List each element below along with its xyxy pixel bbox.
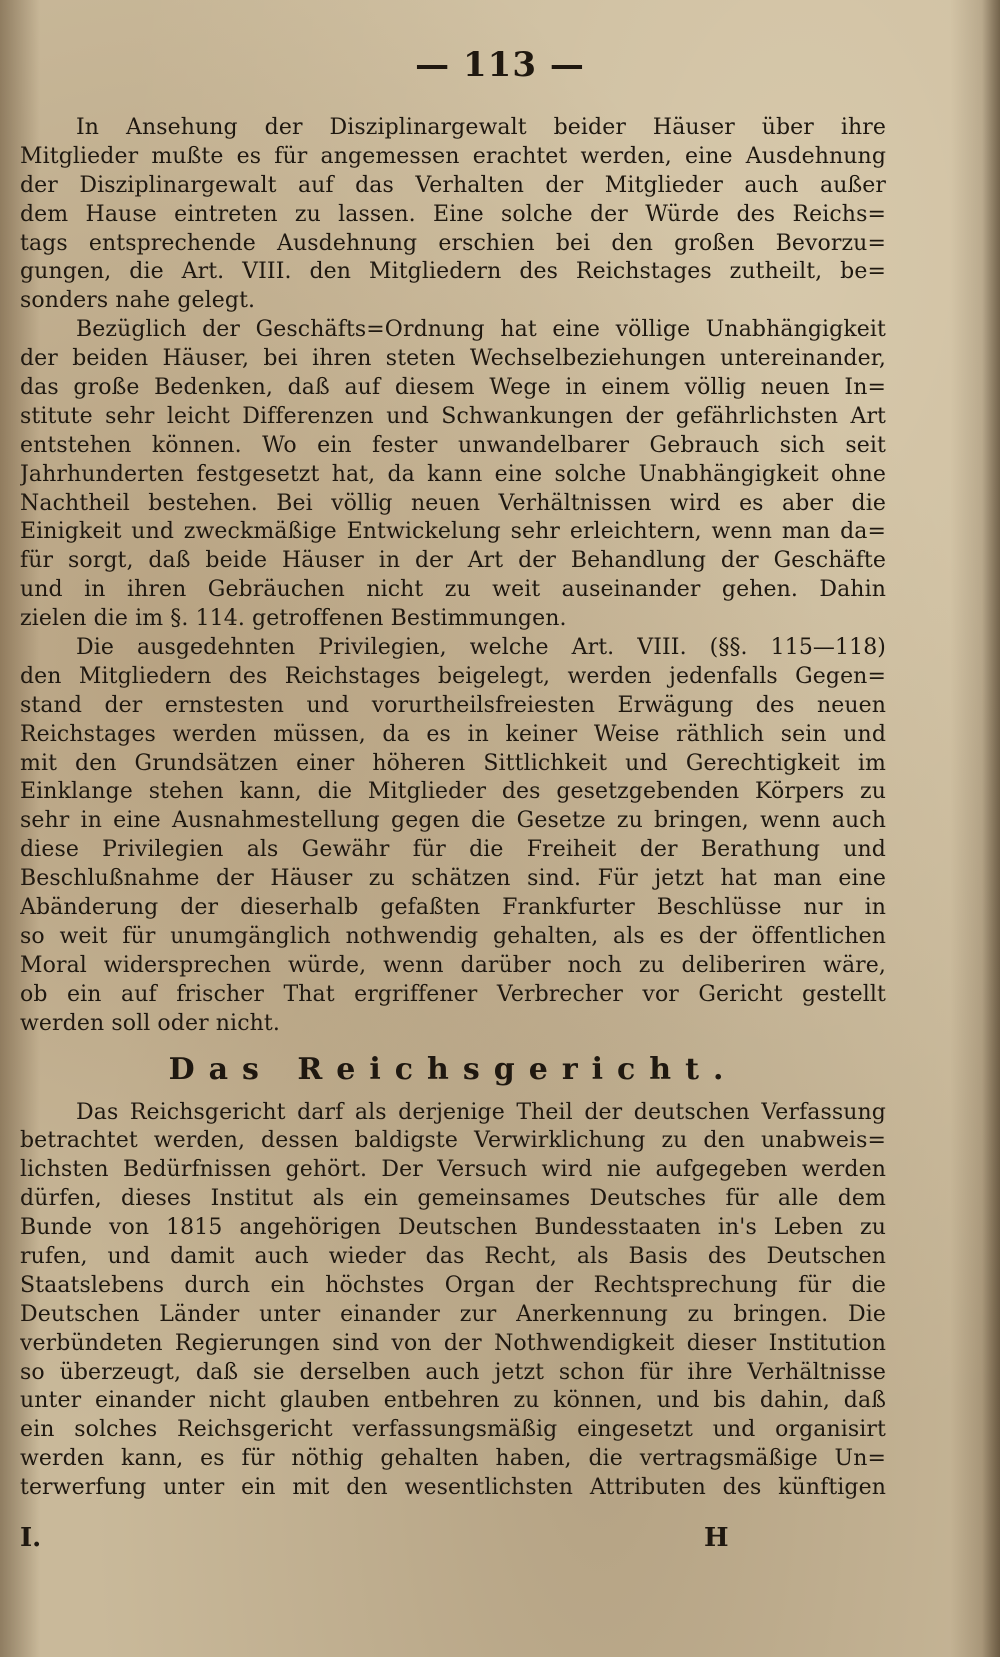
text-line: stand der ernstesten und vorurtheilsfreiesten Erwägung des neuen [20,692,886,718]
text-line: der Disziplinargewalt auf das Verhalten der Mitglieder auch außer [20,172,886,198]
text-line: lichsten Bedürfnissen gehört. Der Versuch wird nie aufgegeben werden [20,1157,886,1183]
text-line: verbündeten Regierungen sind von der Nothwendigkeit dieser Institution [20,1330,886,1356]
text-line: zielen die im §. 114. getroffenen Bestimmungen. [20,606,567,632]
text-line: ein solches Reichsgericht verfassungsmäßig eingesetzt und organisirt [20,1417,886,1443]
text-line: dem Hause eintreten zu lassen. Eine solche der Würde des Reichs= [20,201,886,227]
text-line: den Mitgliedern des Reichstages beigelegt, werden jedenfalls Gegen= [20,663,886,689]
paragraph-4 [20,1099,886,1503]
text-line: Bezüglich der Geschäfts=Ordnung hat eine völlige Unabhängigkeit [76,317,886,343]
paragraph-1 [20,114,886,316]
text-line: gungen, die Art. VIII. den Mitgliedern des Reichstages zutheilt, be= [20,259,886,285]
paragraph-3 [20,634,886,1038]
text-line: werden soll oder nicht. [20,1010,280,1036]
text-line: der beiden Häuser, bei ihren steten Wechselbeziehungen untereinander, [20,346,886,372]
text-line: betrachtet werden, dessen baldigste Verwirklichung zu den unabweis= [20,1128,886,1154]
text-line: terwerfung unter ein mit den wesentlichsten Attributen des künftigen [20,1475,886,1501]
text-line: unter einander nicht glauben entbehren zu können, und bis dahin, daß [20,1388,886,1414]
text-line: stitute sehr leicht Differenzen und Schwankungen der gefährlichsten Art [20,403,886,429]
text-line: Mitglieder mußte es für angemessen erachtet werden, eine Ausdehnung [20,143,886,169]
text-line: Deutschen Länder unter einander zur Anerkennung zu bringen. Die [20,1301,886,1327]
paragraph-2 [20,316,886,634]
text-line: werden kann, es für nöthig gehalten haben, die vertragsmäßige Un= [20,1446,886,1472]
text-line: Das Reichsgericht darf als derjenige Theil der deutschen Verfassung [76,1099,886,1125]
text-line: Staatslebens durch ein höchstes Organ der Rechtsprechung für die [20,1272,886,1298]
text-line: Reichstages werden müssen, da es in keiner Weise räthlich sein und [20,721,886,747]
text-line: Jahrhunderten festgesetzt hat, da kann eine solche Unabhängigkeit ohne [20,461,886,487]
section-heading: Das Reichsgericht. [168,1051,738,1087]
text-line: dürfen, dieses Institut als ein gemeinsames Deutsches für alle dem [20,1186,886,1212]
signature-mark-left: I. [20,1523,42,1553]
text-line: Abänderung der dieserhalb gefaßten Frankfurter Beschlüsse nur in [20,895,886,921]
text-line: entstehen können. Wo ein fester unwandelbarer Gebrauch sich seit [20,432,886,458]
page-body [20,114,886,1503]
text-line: so überzeugt, daß sie derselben auch jetzt schon für ihre Verhältnisse [20,1359,886,1385]
text-line: sonders nahe gelegt. [20,288,256,314]
text-line: Die ausgedehnten Privilegien, welche Art. VIII. (§§. 115—118) [76,635,886,661]
text-line: Einigkeit und zweckmäßige Entwickelung sehr erleichtern, wenn man da= [20,519,886,545]
text-line: ob ein auf frischer That ergriffener Verbrecher vor Gericht gestellt [20,981,886,1007]
text-line: und in ihren Gebräuchen nicht zu weit auseinander gehen. Dahin [20,577,886,603]
text-line: Moral widersprechen würde, wenn darüber noch zu deliberiren wäre, [20,952,886,978]
text-line: rufen, und damit auch wieder das Recht, als Basis des Deutschen [20,1243,886,1269]
text-line: In Ansehung der Disziplinargewalt beider Häuser über ihre [76,115,886,140]
page-number: — 113 — [415,45,585,85]
text-line: Einklange stehen kann, die Mitglieder des gesetzgebenden Körpers zu [20,779,886,805]
text-line: diese Privilegien als Gewähr für die Freiheit der Berathung und [20,837,886,863]
text-line: so weit für unumgänglich nothwendig gehalten, als es der öffentlichen [20,923,886,949]
page-edge-shadow [982,0,1000,1657]
page-footer [20,1523,870,1559]
text-line: Bunde von 1815 angehörigen Deutschen Bundesstaaten in's Leben zu [20,1215,886,1241]
text-line: sehr in eine Ausnahmestellung gegen die Gesetze zu bringen, wenn auch [20,808,886,834]
text-line: mit den Grundsätzen einer höheren Sittlichkeit und Gerechtigkeit im [20,750,886,776]
signature-mark-right: H [704,1523,729,1553]
text-line: Nachtheil bestehen. Bei völlig neuen Verhältnissen wird es aber die [20,490,886,516]
text-line: das große Bedenken, daß auf diesem Wege in einem völlig neuen In= [20,375,886,401]
text-line: Beschlußnahme der Häuser zu schätzen sind. Für jetzt hat man eine [20,866,886,892]
text-line: tags entsprechende Ausdehnung erschien bei den großen Bevorzu= [20,230,886,256]
text-line: für sorgt, daß beide Häuser in der Art der Behandlung der Geschäfte [20,548,886,574]
